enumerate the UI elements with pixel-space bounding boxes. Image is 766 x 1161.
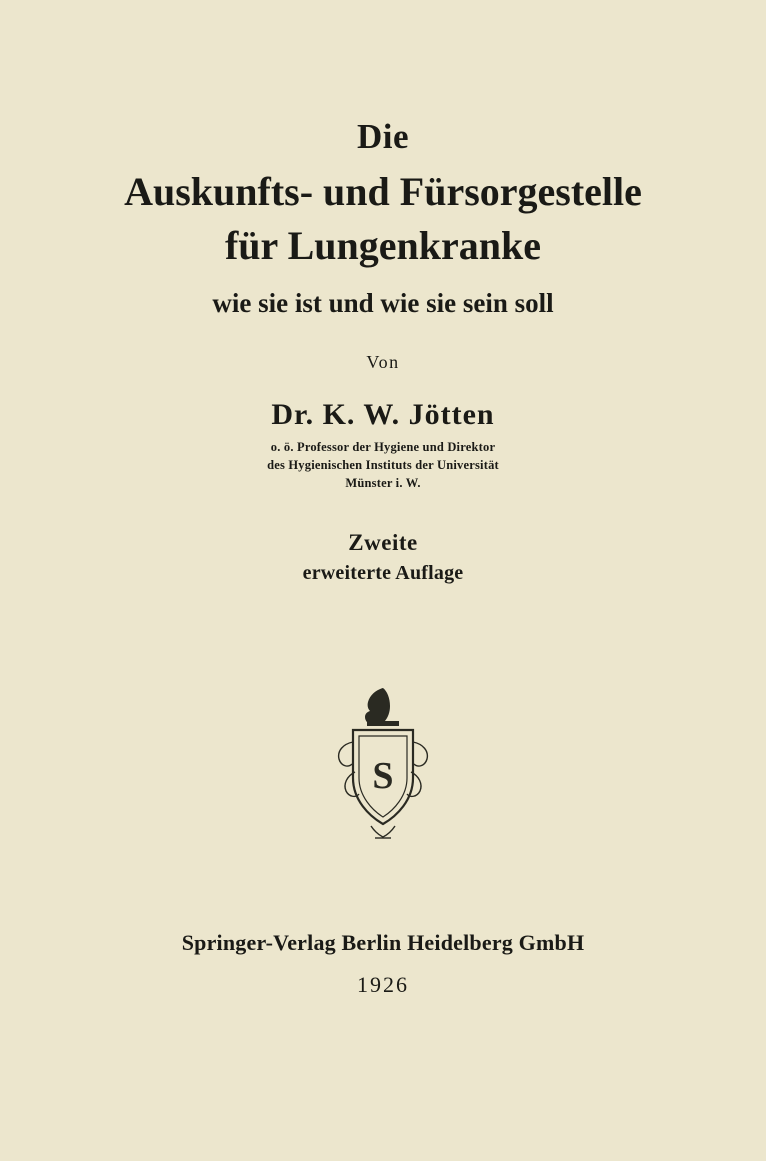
edition-line-2: erweiterte Auflage [302,562,464,584]
affiliation-line-1: o. ö. Professor der Hygiene und Direktor [270,440,496,454]
title-line-1: Die [356,117,410,156]
title-line-3: für Lungenkranke [224,222,541,268]
title-line-2: Auskunfts- und Fürsorgestelle [124,168,642,214]
publisher-name: Springer-Verlag Berlin Heidelberg GmbH [181,930,585,955]
edition-block [0,530,766,585]
affiliation-line-3: Münster i. W. [345,476,421,491]
publication-year: 1926 [357,972,409,997]
publisher-logo [0,680,766,850]
title-block [0,118,766,319]
subtitle: wie sie ist und wie sie sein soll [212,287,554,318]
affiliation-line-2: des Hygienischen Instituts der Universität [267,458,499,473]
author-name: Dr. K. W. Jötten [271,398,495,431]
springer-knight-shield-icon [323,680,443,850]
author-affiliation [0,438,766,492]
logo-monogram: S [372,755,394,797]
edition-line-1: Zweite [348,530,418,555]
byline-label: Von [366,352,400,372]
